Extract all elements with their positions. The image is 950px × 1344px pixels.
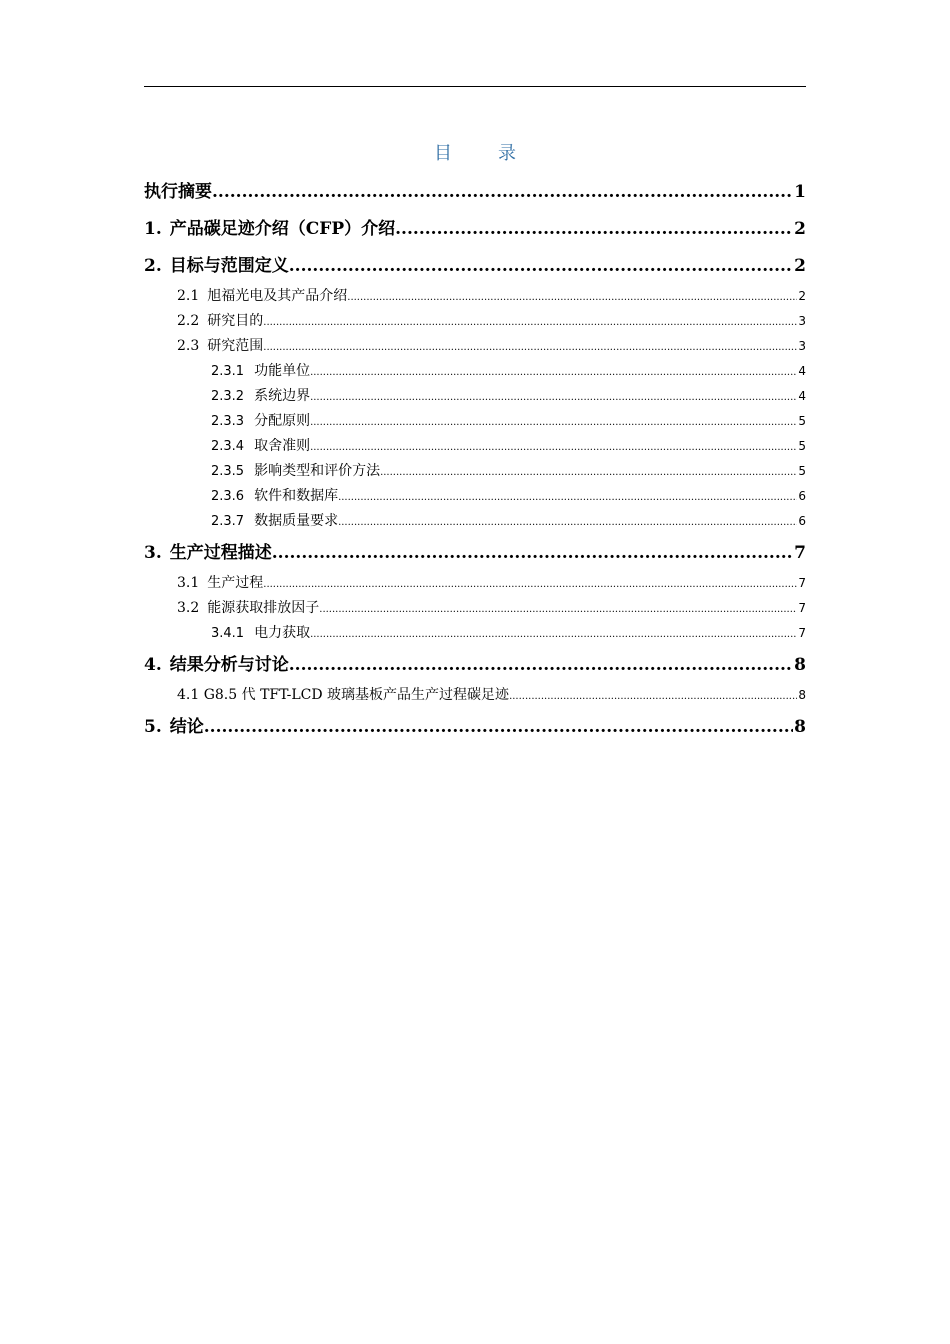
- toc-entry-title: 影响类型和评价方法: [254, 463, 381, 479]
- toc-entry-title: 生产过程描述: [169, 543, 272, 563]
- toc-entry-page-number: 8: [794, 655, 806, 675]
- toc-entry-number: 3.: [144, 543, 162, 563]
- toc-entry-number: 2.: [144, 256, 162, 276]
- toc-entry[interactable]: [211, 412, 806, 432]
- toc-entry-title: 取舍准则: [254, 438, 311, 454]
- toc-entry-page-number: 3: [798, 339, 806, 353]
- toc-entry-page-number: 5: [798, 464, 806, 478]
- toc-entry-page-number: 4: [798, 364, 806, 378]
- toc-entry-label: [144, 181, 212, 203]
- toc-entry[interactable]: [211, 362, 806, 382]
- toc-entry-label: [211, 387, 310, 406]
- toc-entry-page-number: 6: [798, 489, 806, 503]
- toc-entry[interactable]: [211, 624, 806, 644]
- toc-dot-leader: [263, 339, 797, 357]
- toc-entry-label: [211, 362, 310, 381]
- toc-dot-leader: [289, 255, 793, 277]
- toc-dot-leader: [380, 464, 797, 482]
- toc-entry-number: 2.2: [177, 313, 200, 329]
- toc-entry[interactable]: [177, 337, 806, 357]
- toc-entry-title: 产品碳足迹介绍（CFP）介绍: [169, 219, 396, 239]
- toc-dot-leader: [319, 601, 797, 619]
- toc-entry[interactable]: [211, 462, 806, 482]
- toc-dot-leader: [263, 576, 797, 594]
- toc-entry-page-number: 7: [798, 576, 806, 590]
- toc-dot-leader: [347, 289, 797, 307]
- toc-entry[interactable]: [144, 181, 806, 203]
- toc-entry-number: 2.3.3: [211, 414, 245, 429]
- toc-entry-label: [177, 312, 263, 330]
- toc-dot-leader: [509, 688, 797, 706]
- toc-entry-number: 2.3.5: [211, 464, 245, 479]
- toc-entry-number: 2.3.1: [211, 364, 245, 379]
- toc-entry-number: 2.1: [177, 288, 200, 304]
- toc-dot-leader: [272, 542, 793, 564]
- toc-entry-number: 3.4.1: [211, 626, 245, 641]
- toc-entry-title: 研究目的: [207, 313, 264, 329]
- toc-entry[interactable]: [144, 716, 806, 738]
- toc-dot-leader: [310, 414, 797, 432]
- toc-entry[interactable]: [177, 686, 806, 706]
- toc-entry-page-number: 8: [798, 688, 806, 702]
- toc-entry-page-number: 5: [798, 439, 806, 453]
- toc-entry-title: 结果分析与讨论: [169, 655, 289, 675]
- toc-entry-title: 系统边界: [254, 388, 311, 404]
- toc-entry-page-number: 8: [794, 717, 806, 737]
- toc-entry-title: 执行摘要: [144, 182, 212, 202]
- toc-entry[interactable]: [144, 255, 806, 277]
- toc-entry-page-number: 2: [798, 289, 806, 303]
- toc-entry-label: [144, 218, 395, 240]
- toc-entry-page-number: 5: [798, 414, 806, 428]
- toc-entry[interactable]: [144, 654, 806, 676]
- toc-dot-leader: [263, 314, 797, 332]
- toc-entry-page-number: 3: [798, 314, 806, 328]
- toc-entry-label: [144, 255, 289, 277]
- toc-entry-label: [177, 287, 347, 305]
- toc-entry-label: [177, 686, 509, 704]
- toc-entry-title: 能源获取排放因子: [207, 600, 320, 616]
- toc-entry-label: [177, 337, 263, 355]
- toc-entry-title: 生产过程: [207, 575, 264, 591]
- toc-entry-label: [144, 542, 272, 564]
- toc-entry[interactable]: [177, 599, 806, 619]
- toc-entry-label: [211, 512, 338, 531]
- toc-entry-number: 5.: [144, 717, 162, 737]
- toc-entry-number: 2.3.4: [211, 439, 245, 454]
- toc-entry-page-number: 4: [798, 389, 806, 403]
- toc-dot-leader: [212, 181, 793, 203]
- toc-entry-title: 数据质量要求: [254, 513, 339, 529]
- toc-entry[interactable]: [177, 312, 806, 332]
- toc-entry-title: 分配原则: [254, 413, 311, 429]
- toc-entry-title: 软件和数据库: [254, 488, 339, 504]
- toc-entry-page-number: 7: [798, 626, 806, 640]
- toc-entry-number: 2.3.2: [211, 389, 245, 404]
- toc-entry-label: [177, 599, 319, 617]
- toc-entry-number: 3.2: [177, 600, 200, 616]
- toc-entry[interactable]: [211, 487, 806, 507]
- toc-entry-label: [144, 716, 204, 738]
- toc-entry-page-number: 7: [798, 601, 806, 615]
- toc-dot-leader: [395, 218, 793, 240]
- toc-entry[interactable]: [144, 218, 806, 240]
- toc-entry-title: 4.1 G8.5 代 TFT-LCD 玻璃基板产品生产过程碳足迹: [177, 687, 510, 703]
- toc-dot-leader: [338, 489, 797, 507]
- toc-dot-leader: [310, 364, 797, 382]
- toc-dot-leader: [204, 716, 793, 738]
- toc-entry-number: 2.3.7: [211, 514, 245, 529]
- toc-entry-number: 2.3.6: [211, 489, 245, 504]
- toc-entry-number: 1.: [144, 219, 162, 239]
- toc-entry-title: 结论: [169, 717, 204, 737]
- toc-entry-label: [211, 412, 310, 431]
- toc-entry-number: 2.3: [177, 338, 200, 354]
- toc-entry[interactable]: [177, 574, 806, 594]
- toc-dot-leader: [310, 439, 797, 457]
- toc-title: 目 录: [434, 143, 530, 164]
- toc-entry-number: 4.: [144, 655, 162, 675]
- toc-dot-leader: [289, 654, 793, 676]
- toc-entry-page-number: 1: [794, 182, 806, 202]
- toc-entry-page-number: 6: [798, 514, 806, 528]
- toc-entry-title: 功能单位: [254, 363, 311, 379]
- toc-entry[interactable]: [177, 287, 806, 307]
- toc-dot-leader: [338, 514, 797, 532]
- toc-entry-label: [211, 462, 380, 481]
- toc-entry[interactable]: [144, 542, 806, 564]
- toc-entry-title: 旭福光电及其产品介绍: [207, 288, 348, 304]
- toc-entry-number: 3.1: [177, 575, 200, 591]
- toc-entry-title: 研究范围: [207, 338, 264, 354]
- toc-entry[interactable]: [211, 387, 806, 407]
- toc-entry[interactable]: [211, 437, 806, 457]
- toc-entry-title: 电力获取: [254, 625, 311, 641]
- toc-entry-page-number: 2: [794, 219, 806, 239]
- toc-entry-label: [211, 437, 310, 456]
- toc-entry-title: 目标与范围定义: [169, 256, 289, 276]
- toc-entry-label: [211, 487, 338, 506]
- toc-entry-page-number: 2: [794, 256, 806, 276]
- toc-entry-label: [144, 654, 289, 676]
- toc-entry-label: [177, 574, 263, 592]
- toc-dot-leader: [310, 389, 797, 407]
- toc-dot-leader: [310, 626, 797, 644]
- toc-entry-label: [211, 624, 310, 643]
- toc-entry-page-number: 7: [794, 543, 806, 563]
- toc-entry[interactable]: [211, 512, 806, 532]
